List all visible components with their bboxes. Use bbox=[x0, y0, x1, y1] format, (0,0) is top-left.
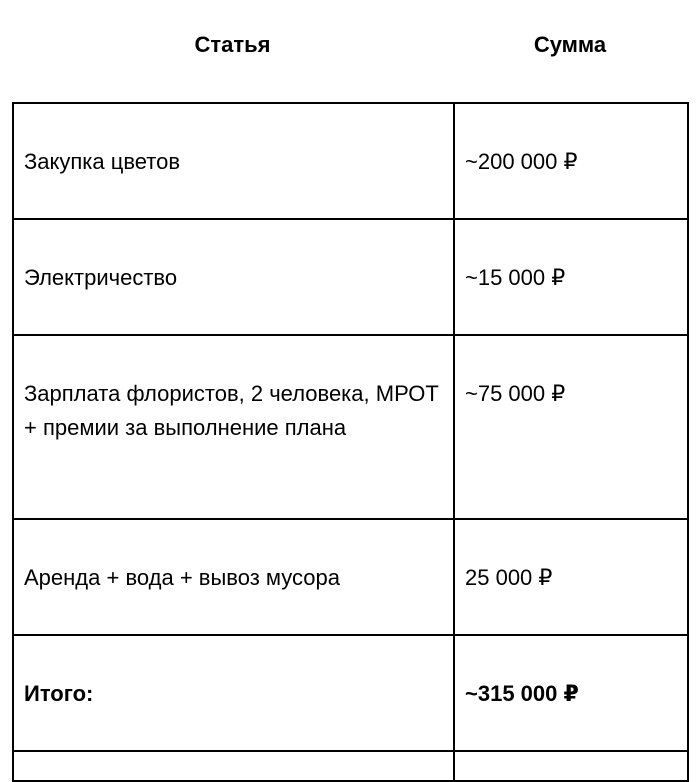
row-sum-cell: ~75 000 ₽ bbox=[454, 335, 688, 519]
total-sum-cell: ~315 000 ₽ bbox=[454, 635, 688, 751]
table-header bbox=[12, 0, 687, 90]
column-header-sum: Сумма bbox=[533, 32, 607, 57]
row-item-cell: Закупка цветов bbox=[13, 103, 454, 219]
row-sum-cell: ~15 000 ₽ bbox=[454, 219, 688, 335]
row-item-cell: Аренда + вода + вывоз мусора bbox=[13, 519, 454, 635]
expenses-table bbox=[12, 102, 689, 782]
row-sum-cell: 25 000 ₽ bbox=[454, 519, 688, 635]
table-row bbox=[13, 519, 688, 635]
table-row bbox=[13, 103, 688, 219]
row-item-cell: Электричество bbox=[13, 219, 454, 335]
row-item-cell: Зарплата флористов, 2 человека, МРОТ + премии за выполнение плана bbox=[13, 335, 454, 519]
total-row bbox=[13, 635, 688, 751]
table-row bbox=[13, 335, 688, 519]
row-sum-cell: ~200 000 ₽ bbox=[454, 103, 688, 219]
table-row bbox=[13, 219, 688, 335]
column-header-item: Статья bbox=[194, 32, 271, 57]
total-label-cell: Итого: bbox=[13, 635, 454, 751]
